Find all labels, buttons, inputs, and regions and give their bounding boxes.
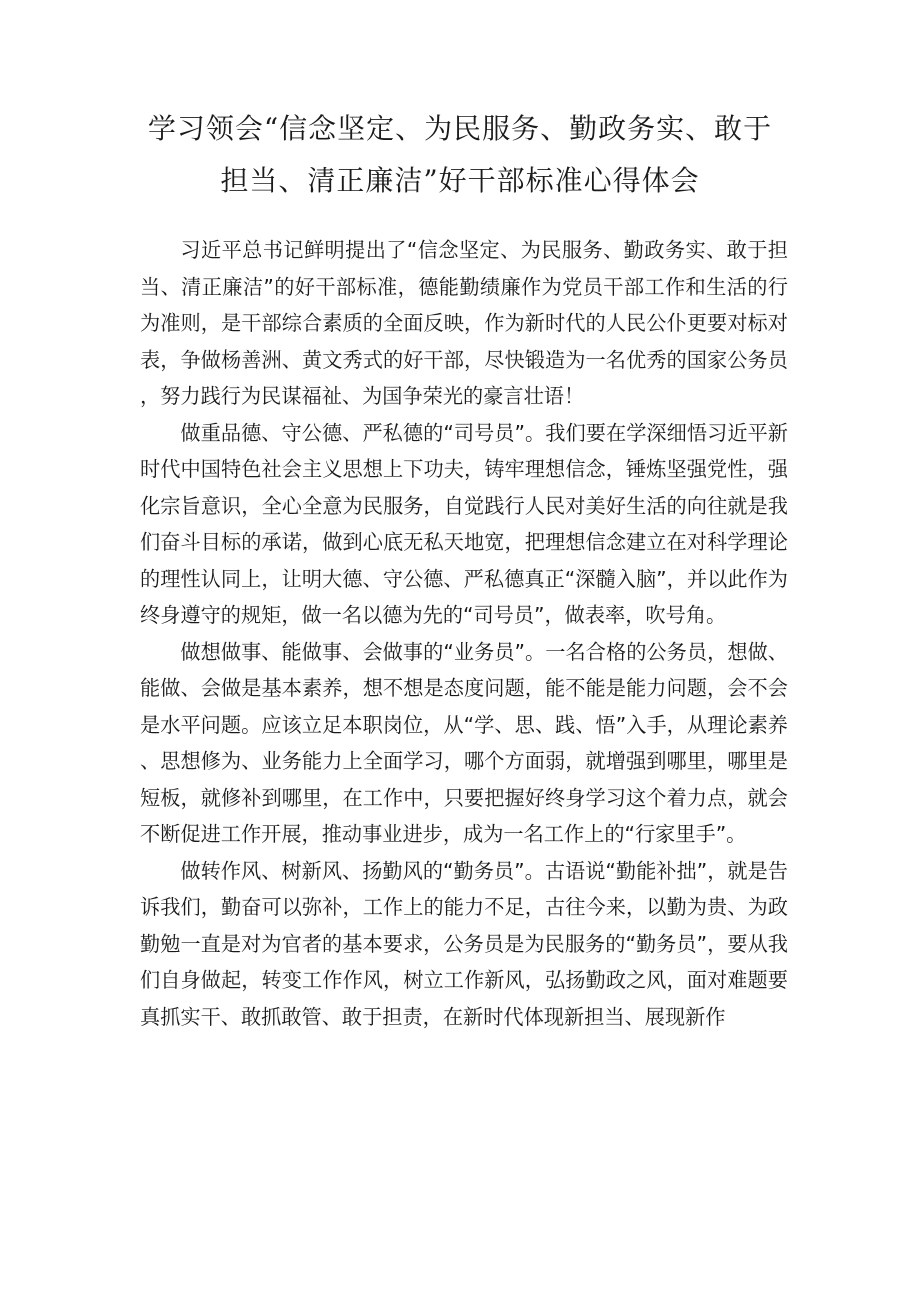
paragraph-professional: 做想做事、能做事、会做事的“业务员”。一名合格的公务员，想做、能做、会做是基本素养，想不想是态度问题，能不能是能力问题，会不会是水平问题。应该立足本职岗位，从“学、思、践、悟”入手，从理论素养、思想修为、业务能力上全面学习，哪个方面弱，就增强到哪里，哪里是短板，就修补到哪里，在工作中，只要把握好终身学习这个着力点，就会不断促进工作开展，推动事业进步，成为一名工作上的“行家里手”。 (140, 639, 788, 846)
title-line-2: 担当、清正廉洁”好干部标准心得体会 (220, 164, 700, 197)
document-title (80, 103, 840, 207)
document-body (140, 232, 788, 1035)
paragraph-bugler: 做重品德、守公德、严私德的“司号员”。我们要在学深细悟习近平新时代中国特色社会主义思想上下功夫，铸牢理想信念，锤炼坚强党性，强化宗旨意识，全心全意为民服务，自觉践行人民对美好生活的向往就是我们奋斗目标的承诺，做到心底无私天地宽，把理想信念建立在对科学理论的理性认同上，让明大德、守公德、严私德真正“深髓入脑”，并以此作为终身遵守的规矩，做一名以德为先的“司号员”，做表率，吹号角。 (140, 420, 788, 627)
title-line-1: 学习领会“信念坚定、为民服务、勤政务实、敢于 (147, 112, 773, 145)
paragraph-diligent: 做转作风、树新风、扬勤风的“勤务员”。古语说“勤能补拙”，就是告诉我们，勤奋可以弥补，工作上的能力不足，古往今来，以勤为贵、为政勤勉一直是对为官者的基本要求，公务员是为民服务的“勤务员”，要从我们自身做起，转变工作作风，树立工作新风，弘扬勤政之风，面对难题要真抓实干、敢抓敢管、敢于担责，在新时代体现新担当、展现新作 (140, 858, 788, 1029)
paragraph-intro: 习近平总书记鲜明提出了“信念坚定、为民服务、勤政务实、敢于担当、清正廉洁”的好干部标准，德能勤绩廉作为党员干部工作和生活的行为准则，是干部综合素质的全面反映，作为新时代的人民公仆更要对标对表，争做杨善洲、黄文秀式的好干部，尽快锻造为一名优秀的国家公务员，努力践行为民谋福祉、为国争荣光的豪言壮语！ (140, 238, 788, 408)
